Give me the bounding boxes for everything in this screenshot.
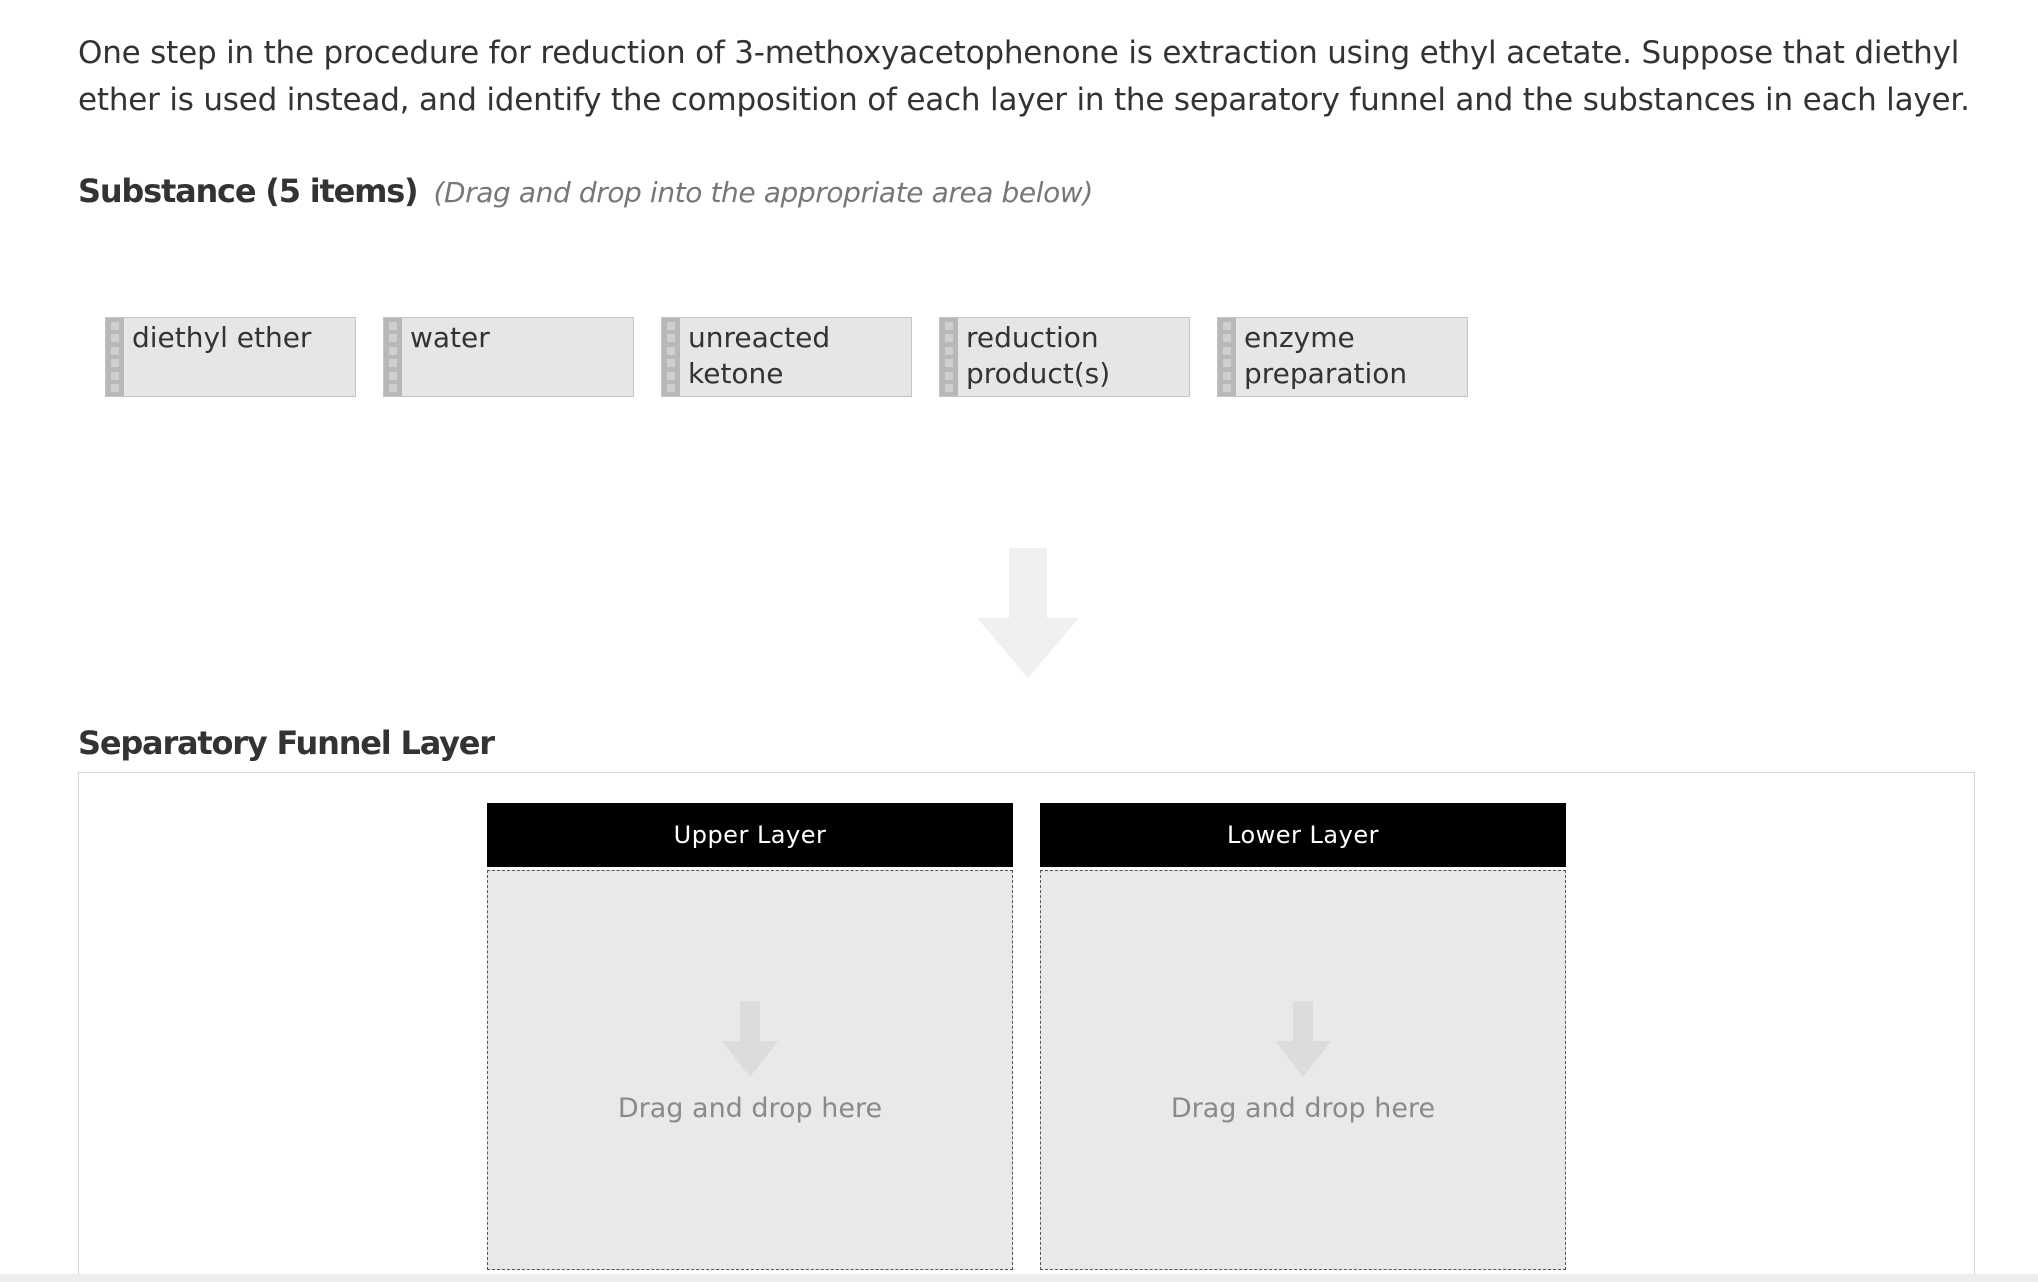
lower-layer-header: Lower Layer <box>1040 803 1566 867</box>
drag-grip-icon[interactable] <box>662 318 680 396</box>
drag-grip-icon[interactable] <box>940 318 958 396</box>
arrow-down-icon <box>722 1001 778 1077</box>
drag-grip-icon[interactable] <box>106 318 124 396</box>
drop-hint: Drag and drop here <box>617 1093 883 1124</box>
drag-grip-icon[interactable] <box>1218 318 1236 396</box>
lower-layer-drop-zone[interactable] <box>1040 870 1566 1270</box>
drag-grip-icon[interactable] <box>384 318 402 396</box>
substance-chip-water[interactable] <box>383 317 634 397</box>
substance-chip-unreacted-ketone[interactable] <box>661 317 912 397</box>
funnel-container <box>78 772 1975 1282</box>
arrow-down-icon <box>977 548 1079 678</box>
substance-items <box>105 317 1468 397</box>
question-text: One step in the procedure for reduction of 3-methoxyacetophenone is extraction using ethyl acetate. Suppose that diethyl ether is used instead, and identify the composition of each layer in the separatory funnel and the substances in each layer. <box>78 35 1970 118</box>
chip-label: reduction product(s) <box>966 321 1111 390</box>
funnel-heading: Separatory Funnel Layer <box>78 724 494 762</box>
substance-chip-enzyme-preparation[interactable] <box>1217 317 1468 397</box>
bottom-scroll-edge <box>0 1274 2038 1282</box>
substance-chip-diethyl-ether[interactable] <box>105 317 356 397</box>
upper-layer-drop-zone[interactable] <box>487 870 1013 1270</box>
lower-layer <box>1040 803 1566 1270</box>
chip-label: enzyme preparation <box>1244 321 1408 390</box>
drop-hint: Drag and drop here <box>1170 1093 1436 1124</box>
substance-hint: (Drag and drop into the appropriate area below) <box>433 176 1093 209</box>
chip-label: water <box>410 321 490 354</box>
substance-chip-reduction-products[interactable] <box>939 317 1190 397</box>
arrow-down-icon <box>1275 1001 1331 1077</box>
chip-label: unreacted ketone <box>688 321 831 390</box>
upper-layer <box>487 803 1013 1270</box>
upper-layer-header: Upper Layer <box>487 803 1013 867</box>
chip-label: diethyl ether <box>132 321 312 354</box>
substance-title: Substance (5 items) <box>78 172 418 210</box>
substance-heading <box>78 172 1093 210</box>
